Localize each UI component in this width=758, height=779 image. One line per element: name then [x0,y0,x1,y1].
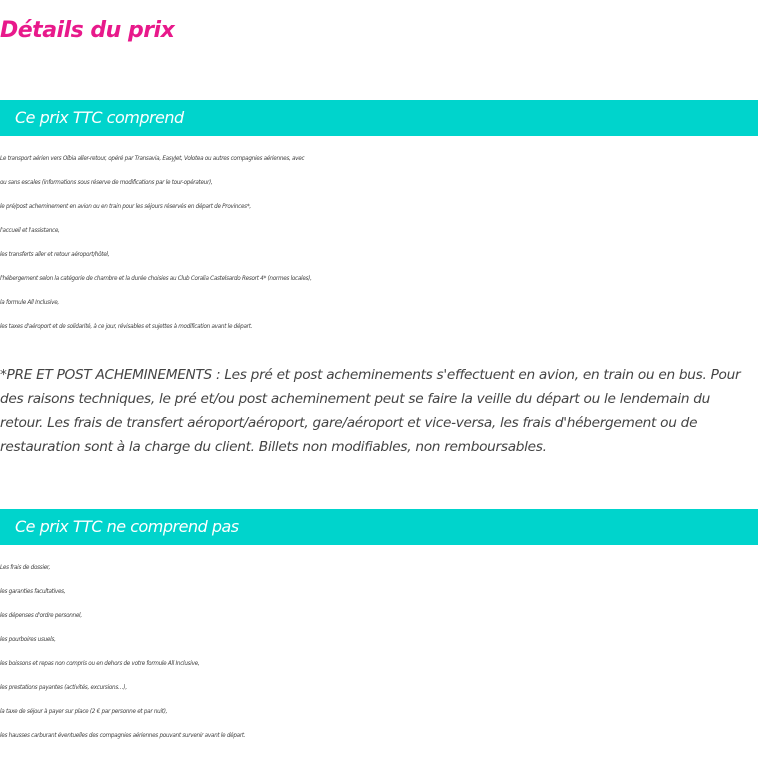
list-item: les dépenses d'ordre personnel, [0,613,82,619]
list-item: la formule All Inclusive, [0,300,59,306]
includes-list [0,147,758,459]
list-item: les prestations payantes (activités, excursions…), [0,685,127,691]
list-item: l'hébergement selon la catégorie de chambre et la durée choisies au Club Coralia Castelsardo Resort 4* (normes locales), [0,276,312,282]
excludes-list [0,556,758,748]
includes-heading: Ce prix TTC comprend [0,100,758,136]
list-item: Le transport aérien vers Olbia aller-retour, opéré par Transavia, EasyJet, Volotea ou autres compagnies aériennes, avec [0,156,305,162]
list-item: les pourboires usuels, [0,637,56,643]
list-item: l'accueil et l'assistance, [0,228,60,234]
list-item: les hausses carburant éventuelles des compagnies aériennes pouvant survenir avant le départ. [0,733,246,739]
list-item: Les frais de dossier, [0,565,50,571]
list-item: les transferts aller et retour aéroport/hôtel, [0,252,110,258]
page-title: Détails du prix [0,18,175,43]
list-item: le pré/post acheminement en avion ou en train pour les séjours réservés en départ de Provinces*, [0,204,251,210]
list-item: les garanties facultatives, [0,589,66,595]
list-item: la taxe de séjour à payer sur place (2 € par personne et par nuit), [0,709,168,715]
excludes-heading: Ce prix TTC ne comprend pas [0,509,758,545]
list-item: les boissons et repas non compris ou en dehors de votre formule All Inclusive, [0,661,200,667]
acheminement-note: *PRE ET POST ACHEMINEMENTS : Les pré et post acheminements s'effectuent en avion, en train ou en bus. Pour des raisons techniques, le pré et/ou post acheminement peut se faire la veille du départ ou le lendemain du retour. Les frais de transfert aéroport/aéroport, gare/aéroport et vice-versa, les frais d'hébergement ou de restauration sont à la charge du client. Billets non modifiables, non remboursables. [0,367,741,455]
list-item: ou sans escales (informations sous réserve de modifications par le tour-opérateur), [0,180,213,186]
list-item: les taxes d'aéroport et de solidarité, à ce jour, révisables et sujettes à modification avant le départ. [0,324,253,330]
